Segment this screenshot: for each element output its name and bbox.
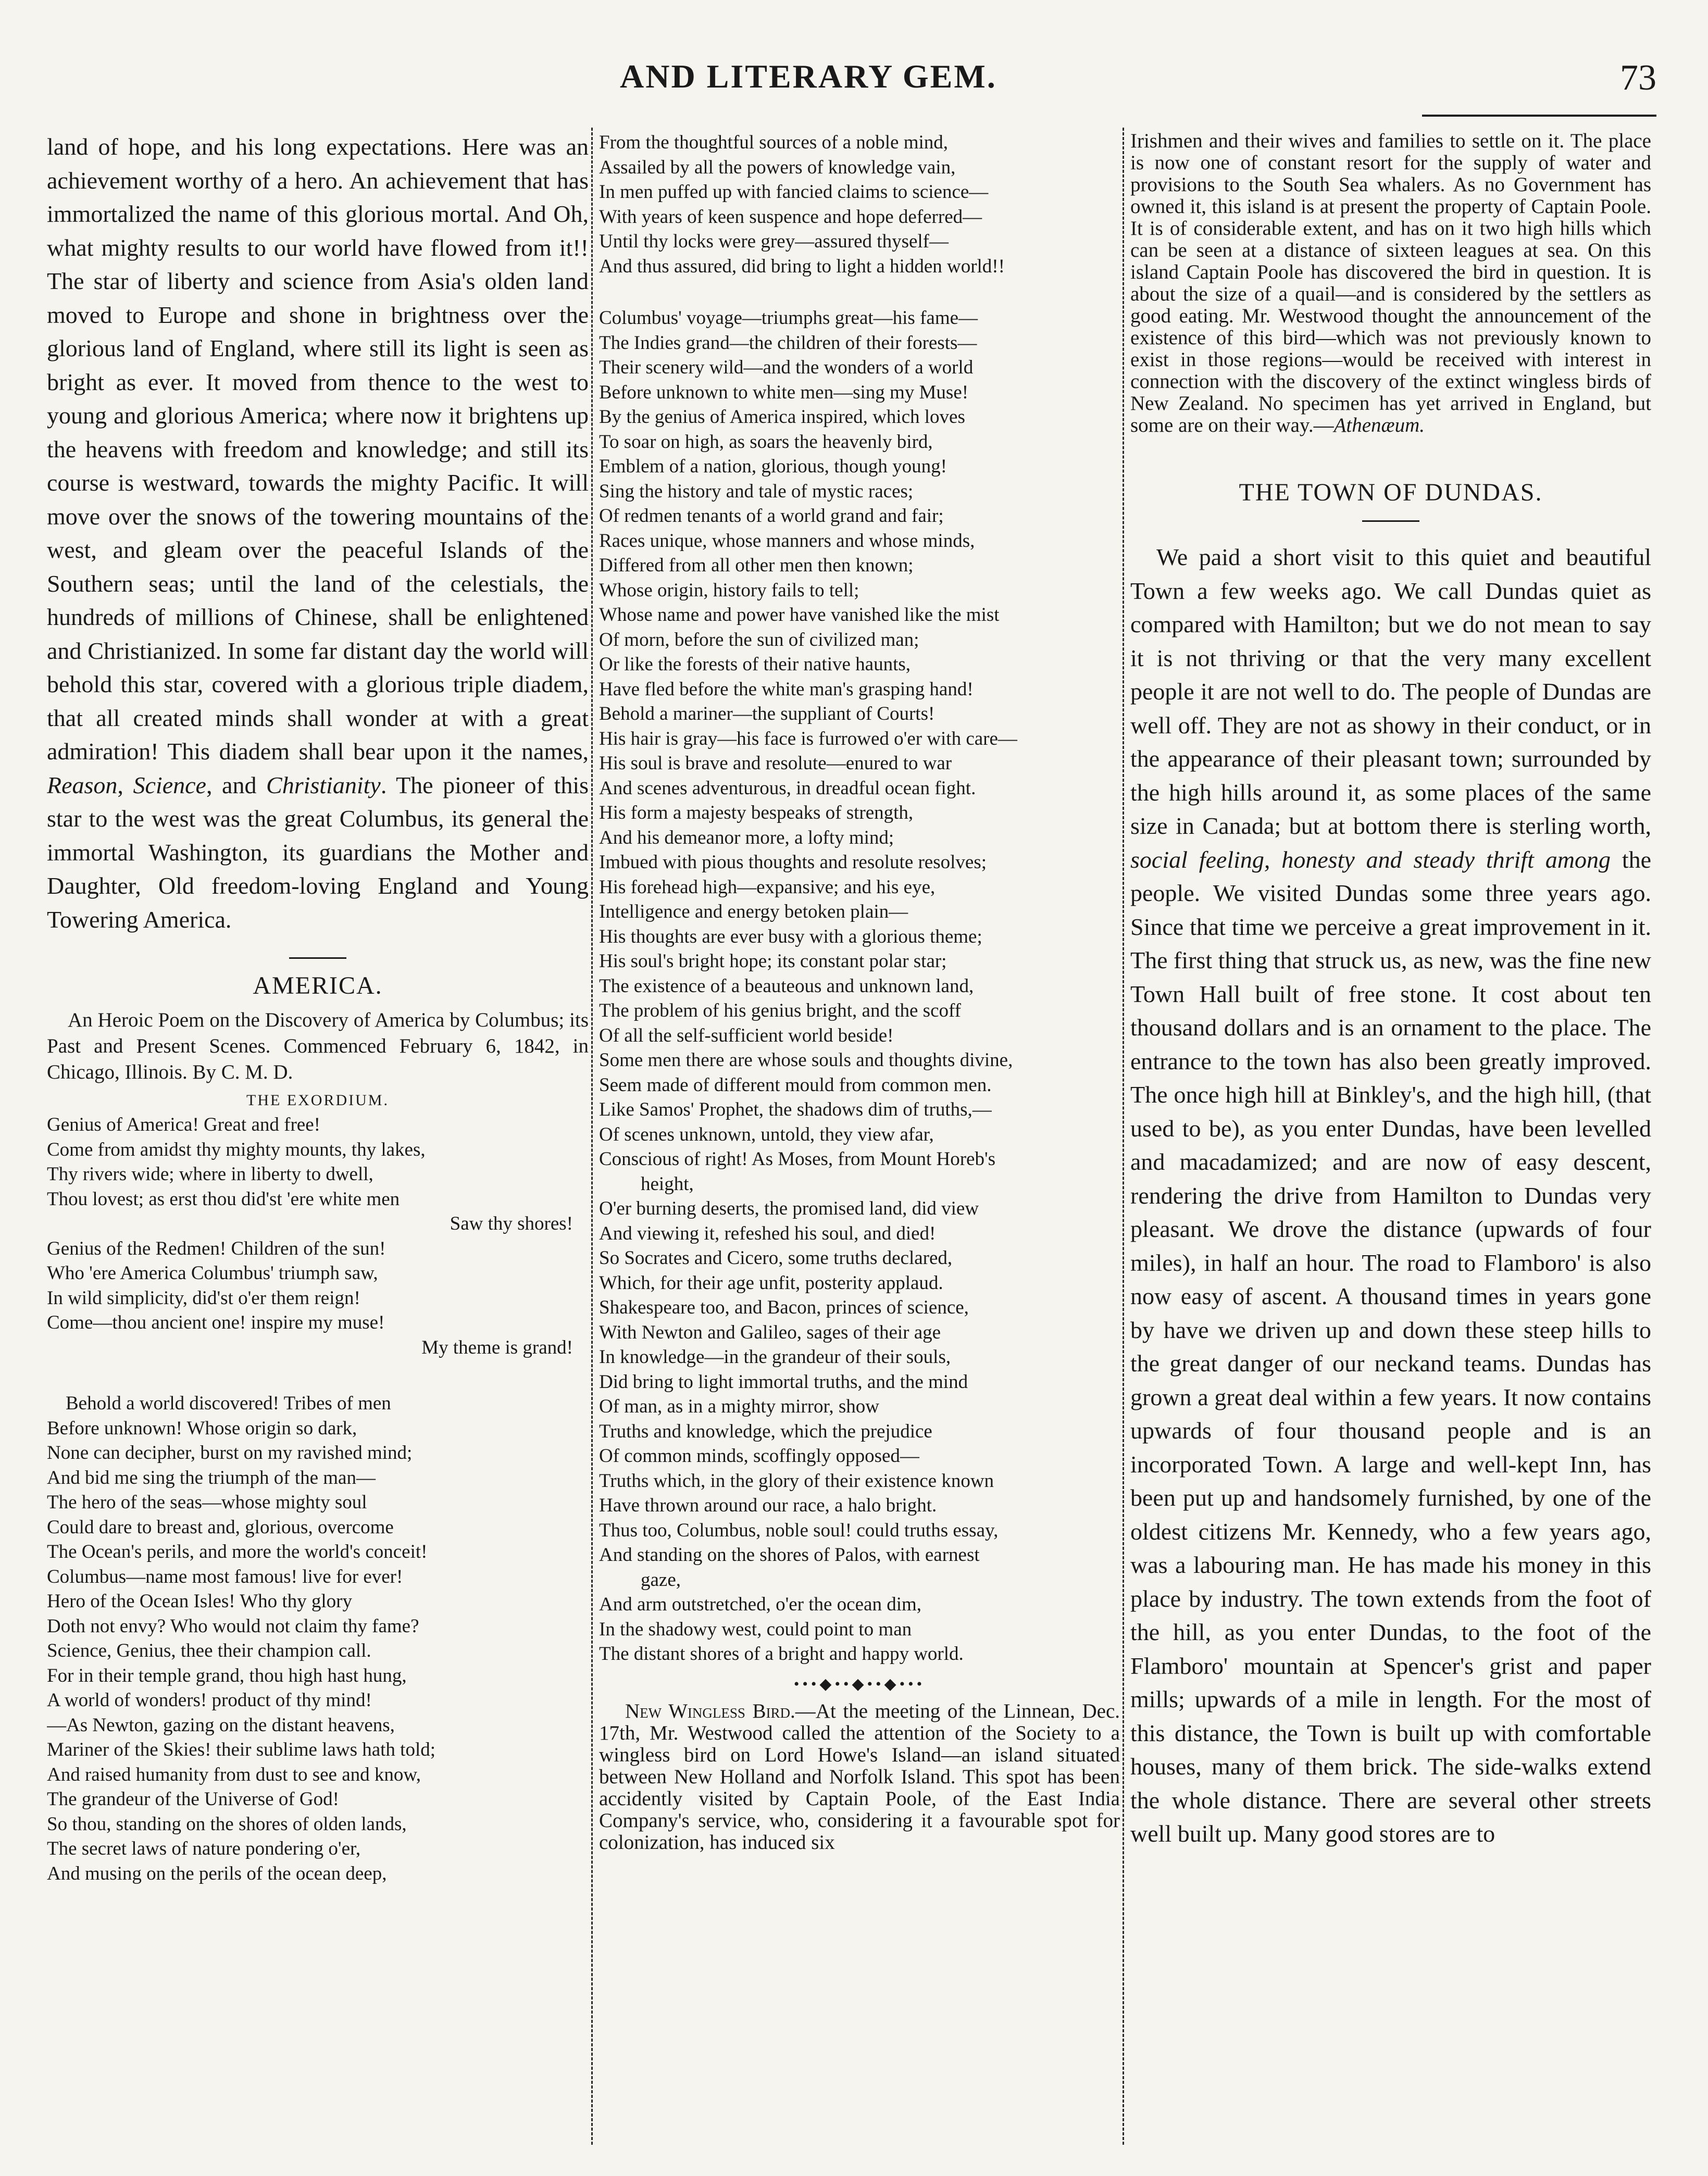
column-left	[47, 130, 589, 2150]
poem-line: A world of wonders! product of thy mind!	[47, 1690, 372, 1711]
essay-text: land of hope, and his long expectations. Here was an achievement worthy of a hero. An achievement that has immortalized the name of this glorious mortal. And Oh, what mighty results to our world have flowed from it!! The star of liberty and science from Asia's olden land moved to Europe and shone in brightness over the glorious land of England, where still its light is seen as bright as ever. It moved from thence to the west to young and glorious America; where now it brightens up the heavens with freedom and knowledge; and still its course is westward, towards the mighty Pacific. It will move over the snows of the towering mountains of the west, and gleam over the peaceful Islands of the Southern seas; until the land of the celestials, the hundreds of millions of Chinese, shall be enlightened and Christianized. In some far distant day the world will behold this star, covered with a glorious triple diadem, that all created minds shall wonder at with a great admiration! This diadem shall bear upon it the names, Reason, Science, and Christianity. The pioneer of this star to the west was the great Columbus, its general the immortal Washington, its guardians the Mother and Daughter, Old freedom-loving England and Young Towering America.	[47, 133, 589, 933]
poem-line: Come—thou ancient one! inspire my muse!	[47, 1312, 385, 1333]
dundas-article	[1130, 541, 1651, 1851]
poem-line: —As Newton, gazing on the distant heavens,	[47, 1714, 395, 1736]
poem-line: Some men there are whose souls and thoughts divine,	[599, 1049, 1013, 1071]
poem-line: Of scenes unknown, untold, they view afar,	[599, 1123, 934, 1145]
poem-line: His soul is brave and resolute—enured to war	[599, 753, 952, 774]
poem-line: Thou lovest; as erst thou did'st 'ere white men	[47, 1188, 400, 1210]
poem-line: Sing the history and tale of mystic races;	[599, 480, 914, 502]
poem-subtitle: An Heroic Poem on the Discovery of America by Columbus; its Past and Present Scenes. Commenced February 6, 1842, in Chicago, Illinois. By C. M. D.	[47, 1009, 589, 1083]
poem-line: And raised humanity from dust to see and know,	[47, 1764, 421, 1785]
poem-line: For in their temple grand, thou high hast hung,	[47, 1665, 407, 1686]
poem-line: In knowledge—in the grandeur of their souls,	[599, 1346, 951, 1368]
poem-line: Thy rivers wide; where in liberty to dwell,	[47, 1164, 373, 1185]
article-text: the people. We visited Dundas some three years ago. Since that time we perceive a great improvement in it. The first thing that struck us, as new, was the fine new Town Hall built of free stone. It cost about ten thousand dollars and is an ornament to the place. The entrance to the town has also been greatly improved. The once high hill at Binkley's, and the high hill, (that used to be), as you enter Dundas, have been levelled and macadamized; and are now of easy descent, rendering the drive from Hamilton to Dundas very pleasant. We drove the distance (upwards of four miles), in half an hour. The road to Flamboro' is also now easy of ascent. A thousand times in years gone by have we driven up and down these steep hills to the great danger of our neckand teams. Dundas has grown a great deal within a few years. It now contains upwards of four thousand people and is an incorporated Town. A large and well-kept Inn, has been put up and handsomely furnished, by one of the oldest citizens Mr. Kennedy, who a few years ago, was a labouring man. He has made his money in this place by industry. The town extends from the foot of the hill, as you enter Dundas, to the foot of the Flamboro' mountain at Spencer's grist and paper mills; upwards of a mile in length. For the most of this distance, the Town is built up with comfortable houses, many of them brick. The side-walks extend the whole distance. There are several other streets well built up. Many good stores are to	[1130, 846, 1651, 1847]
poem-line: With years of keen suspence and hope deferred—	[599, 206, 982, 228]
poem-line: And standing on the shores of Palos, with earnest	[599, 1544, 980, 1566]
poem-line: Come from amidst thy mighty mounts, thy lakes,	[47, 1139, 426, 1160]
poem-line: Differed from all other men then known;	[599, 555, 914, 576]
dundas-title: THE TOWN OF DUNDAS.	[1239, 479, 1543, 506]
poem-title: AMERICA.	[253, 972, 383, 999]
poem-line: Before unknown to white men—sing my Muse!	[599, 381, 969, 403]
poem-line: None can decipher, burst on my ravished mind;	[47, 1442, 413, 1464]
poem-line: Assailed by all the powers of knowledge vain,	[599, 156, 956, 178]
poem-line: His soul's bright hope; its constant polar star;	[599, 951, 947, 972]
poem-line: Of redmen tenants of a world grand and fair;	[599, 505, 944, 527]
poem-line: The Ocean's perils, and more the world's conceit!	[47, 1541, 428, 1562]
poem-line: In the shadowy west, could point to man	[599, 1618, 912, 1640]
poem-line: Before unknown! Whose origin so dark,	[47, 1417, 357, 1439]
poem-line: Their scenery wild—and the wonders of a world	[599, 357, 974, 378]
poem-line: Until thy locks were grey—assured thyself—	[599, 231, 949, 252]
article-text: We paid a short visit to this quiet and beautiful Town a few weeks ago. We call Dundas quiet as compared with Hamilton; but we do not mean to say it is not thriving or that the very many excellent people it are not well to do. The people of Dundas are well off. They are not as showy in their conduct, or in the appearance of their pleasant town; surrounded by the high hills around it, as some places of the same size in Canada; but at bottom there is sterling worth,	[1130, 544, 1651, 839]
poem-line: Columbus—name most famous! live for ever!	[47, 1566, 403, 1587]
poem-stanza	[599, 130, 1120, 279]
name-reason: Reason	[47, 771, 118, 798]
poem-line: Saw thy shores!	[450, 1213, 573, 1234]
poem-line: Intelligence and energy betoken plain—	[599, 901, 908, 922]
column-right	[1130, 130, 1651, 2150]
poem-line: The grandeur of the Universe of God!	[47, 1789, 339, 1810]
poem-line: The secret laws of nature pondering o'er,	[47, 1838, 361, 1859]
poem-line: The existence of a beauteous and unknown land,	[599, 975, 974, 997]
poem-line: O'er burning deserts, the promised land, did view	[599, 1198, 979, 1219]
poem-line: height,	[641, 1173, 694, 1195]
poem-line: And arm outstretched, o'er the ocean dim,	[599, 1594, 922, 1615]
poem-line: And musing on the perils of the ocean deep,	[47, 1862, 387, 1884]
poem-line: Genius of the Redmen! Children of the sun!	[47, 1237, 386, 1259]
poem-line: Who 'ere America Columbus' triumph saw,	[47, 1262, 378, 1284]
essay-end: The pioneer of this star to the west was the great Columbus, its general the immortal Washington, its guardians the Mother and Daughter, Old freedom-loving England and Young Towering America.	[47, 771, 589, 933]
poem-line: And his demeanor more, a lofty mind;	[599, 827, 894, 848]
poem-line: Of morn, before the sun of civilized man;	[599, 629, 919, 651]
poem-line: Science, Genius, thee their champion call.	[47, 1640, 371, 1661]
poem-line: And scenes adventurous, in dreadful ocean fight.	[599, 777, 976, 799]
poem-line: Did bring to light immortal truths, and the mind	[599, 1371, 968, 1393]
poem-line: And viewing it, refeshed his soul, and died!	[599, 1222, 936, 1244]
poem-line: His thoughts are ever busy with a glorious theme;	[599, 926, 982, 947]
header-rule	[1422, 115, 1656, 117]
article-emphasis: social feeling, honesty and steady thrift among	[1130, 846, 1611, 873]
page-number: 73	[1620, 58, 1656, 98]
poem-stanza	[47, 1112, 589, 1360]
poem-line: And thus assured, did bring to light a hidden world!!	[599, 255, 1005, 277]
poem-line: Races unique, whose manners and whose minds,	[599, 530, 975, 552]
poem-line: The hero of the seas—whose mighty soul	[47, 1492, 367, 1513]
poem-line: The problem of his genius bright, and the scoff	[599, 1000, 961, 1021]
poem-line: Genius of America! Great and free!	[47, 1114, 320, 1135]
article-source: Athenæum.	[1333, 414, 1425, 436]
article-text: —At the meeting of the Linnean, Dec. 17th, Mr. Westwood called the attention of the Society to a wingless bird on Lord Howe's Island—an island situated between New Holland and Norfolk Island. This spot has been accidently visited by Captain Poole, of the East India Company's service, who, considering it a favourable spot for colonization, has induced six	[599, 1699, 1120, 1854]
poem-line: Truths which, in the glory of their existence known	[599, 1470, 994, 1492]
page-header	[47, 57, 1656, 130]
poem-line: In wild simplicity, did'st o'er them reign!	[47, 1287, 360, 1309]
poem-line: Hero of the Ocean Isles! Who thy glory	[47, 1591, 353, 1612]
poem-line: By the genius of America inspired, which loves	[599, 406, 965, 428]
column-rule	[1123, 128, 1124, 2145]
column-middle	[599, 130, 1120, 2150]
wingless-bird-continued	[1130, 130, 1651, 436]
poem-line: Conscious of right! As Moses, from Mount Horeb's	[599, 1148, 996, 1170]
poem-line: Mariner of the Skies! their sublime laws hath told;	[47, 1739, 436, 1760]
article-text: Irishmen and their wives and families to settle on it. The place is now one of constant resort for the supply of water and provisions to the South Sea whalers. As no Government has owned it, this island is at present the property of Captain Poole. It is of considerable extent, and has on it two high hills which can be seen at a distance of sixteen leagues at sea. On this island Captain Poole has discovered the bird in question. It is about the size of a quail—and is considered by the settlers as good eating. Mr. Westwood thought the announcement of the existence of this bird—which was not previously known to exist in those regions—would be received with interest in connection with the discovery of the extinct wingless birds of New Zealand. No specimen has yet arrived in England, but some are on their way.—	[1130, 130, 1651, 436]
poem-line: His form a majesty bespeaks of strength,	[599, 802, 914, 823]
poem-line: Or like the forests of their native haunts,	[599, 654, 911, 675]
poem-line: Have fled before the white man's grasping hand!	[599, 678, 974, 700]
poem-stanza	[47, 1391, 589, 1886]
poem-line: In men puffed up with fancied claims to science—	[599, 181, 989, 203]
essay-body: land of hope, and his long expectations. Here was an achievement worthy of a hero. An achievement that has immortalized the name of this glorious mortal. And Oh, what mighty results to our world have flowed from it!! The star of liberty and science from Asia's olden land moved to Europe and shone in brightness over the glorious land of England, where still its light is seen as bright as ever. It moved from thence to the west to young and glorious America; where now it brightens up the heavens with freedom and knowledge; and still its course is westward, towards the mighty Pacific. It will move over the snows of the towering mountains of the west, and gleam over the peaceful Islands of the Southern seas; until the land of the celestials, the hundreds of millions of Chinese, shall be enlightened and Christianized. In some far distant day the world will behold this star, covered with a glorious triple diadem, that all created minds shall wonder at with a great admiration! This diadem shall bear upon it the names,	[47, 133, 589, 765]
poem-stanza	[599, 306, 1120, 1667]
poem-line: His hair is gray—his face is furrowed o'er with care—	[599, 728, 1017, 749]
poem-line: Whose origin, history fails to tell;	[599, 579, 859, 601]
poem-line: So Socrates and Cicero, some truths declared,	[599, 1247, 953, 1269]
poem-line: And bid me sing the triumph of the man—	[47, 1467, 376, 1489]
poem-line: The distant shores of a bright and happy world.	[599, 1643, 964, 1665]
poem-line: To soar on high, as soars the heavenly bird,	[599, 431, 933, 453]
poem-line: Shakespeare too, and Bacon, princes of science,	[599, 1297, 969, 1318]
poem-line: gaze,	[641, 1569, 681, 1591]
column-rule	[591, 128, 593, 2145]
poem-line: Of common minds, scoffingly opposed—	[599, 1445, 919, 1467]
poem-line: Of all the self-sufficient world beside!	[599, 1024, 894, 1046]
poem-line: Like Samos' Prophet, the shadows dim of truths,—	[599, 1099, 992, 1120]
poem-line: My theme is grand!	[421, 1336, 573, 1358]
article-heading: New Wingless Bird.	[625, 1699, 795, 1722]
poem-line: Have thrown around our race, a halo bright.	[599, 1495, 937, 1516]
poem-line: With Newton and Galileo, sages of their age	[599, 1321, 941, 1343]
poem-line: Truths and knowledge, which the prejudice	[599, 1420, 932, 1442]
poem-line: Whose name and power have vanished like the mist	[599, 604, 1000, 626]
poem-line: Emblem of a nation, glorious, though young!	[599, 456, 947, 477]
poem-line: The Indies grand—the children of their forests—	[599, 332, 977, 354]
poem-line: Which, for their age unfit, posterity applaud.	[599, 1272, 943, 1294]
poem-line: So thou, standing on the shores of olden lands,	[47, 1813, 407, 1835]
name-christianity: Christianity	[266, 771, 381, 798]
poem-line: Seem made of different mould from common men.	[599, 1074, 992, 1096]
poem-line: Columbus' voyage—triumphs great—his fame—	[599, 307, 978, 329]
wingless-bird-article	[599, 1700, 1120, 1854]
poem-line: Doth not envy? Who would not claim thy fame?	[47, 1615, 419, 1637]
name-science: Science	[133, 771, 206, 798]
poem-line: Thus too, Columbus, noble soul! could truths essay,	[599, 1519, 999, 1541]
poem-line: His forehead high—expansive; and his eye,	[599, 876, 936, 898]
poem-line: Imbued with pious thoughts and resolute resolves;	[599, 852, 987, 873]
poem-line: From the thoughtful sources of a noble mind,	[599, 132, 949, 153]
exordium-heading: THE EXORDIUM.	[246, 1092, 389, 1109]
running-head: AND LITERARY GEM.	[620, 58, 997, 95]
poem-line: Could dare to breast and, glorious, overcome	[47, 1516, 394, 1538]
poem-line: Behold a world discovered! Tribes of men	[66, 1393, 391, 1414]
section-ornament: •••◆••◆••◆•••	[793, 1675, 926, 1693]
poem-line: Behold a mariner—the suppliant of Courts!	[599, 703, 935, 724]
poem-line: Of man, as in a mighty mirror, show	[599, 1396, 880, 1417]
